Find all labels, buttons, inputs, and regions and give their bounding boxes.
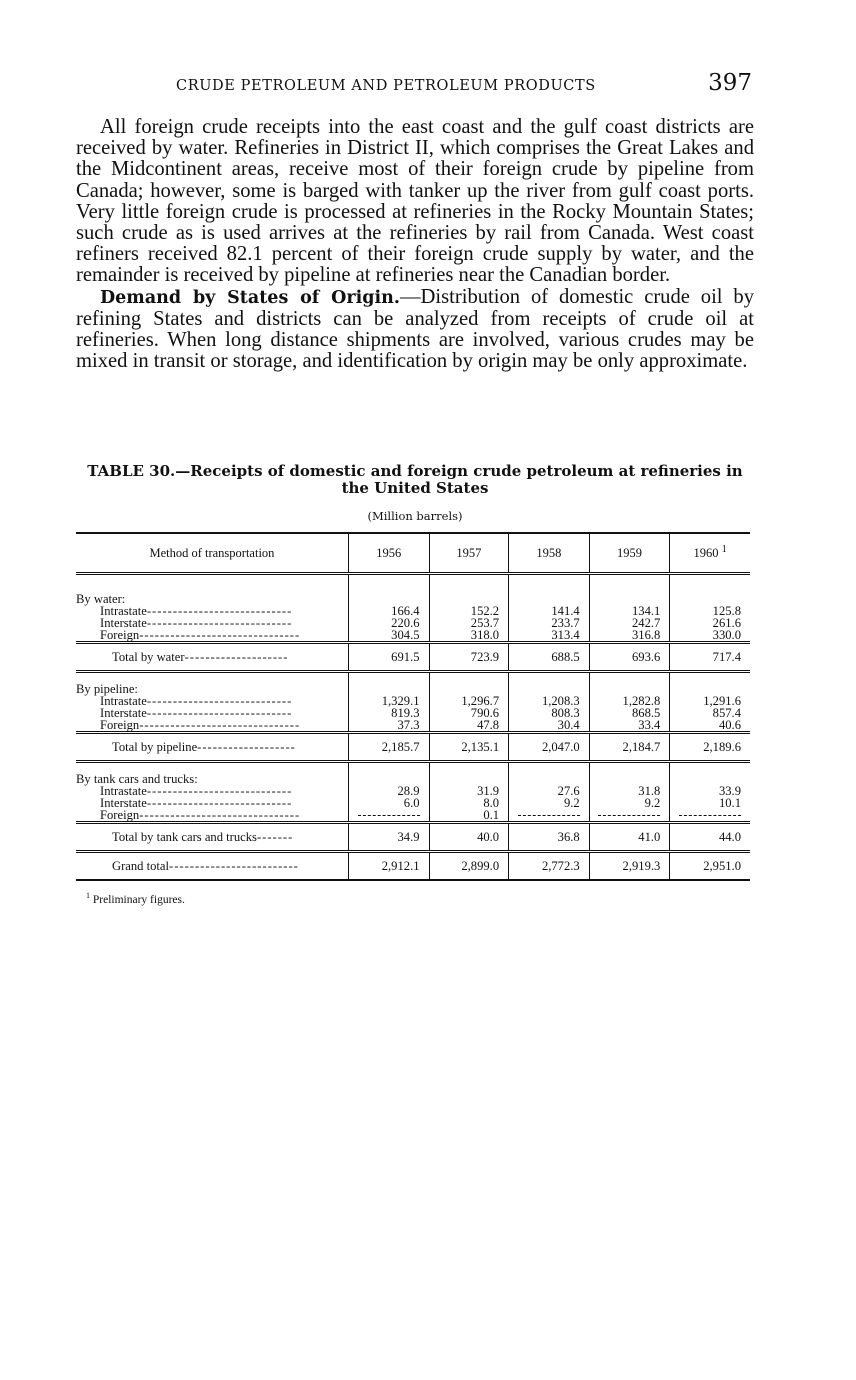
cell: 31.8 — [589, 785, 670, 797]
empty-cell — [509, 574, 590, 606]
cell: 2,189.6 — [670, 733, 750, 762]
cell: 27.6 — [509, 785, 590, 797]
cell: 6.0 — [348, 797, 429, 809]
cell: 9.2 — [589, 797, 670, 809]
empty-cell — [348, 672, 429, 696]
empty-cell — [589, 762, 670, 786]
group-label-pipeline — [76, 672, 348, 696]
cell: 44.0 — [670, 823, 750, 852]
leader-dots: ---------------------------- — [146, 784, 293, 798]
row-label-text: Total by tank cars and trucks — [112, 830, 257, 844]
empty-dash — [518, 815, 580, 816]
paragraph-2-heading: Demand by States of Origin. — [100, 287, 400, 308]
cell: 152.2 — [429, 605, 509, 617]
cell: 316.8 — [589, 629, 670, 643]
cell: 41.0 — [589, 823, 670, 852]
running-title: CRUDE PETROLEUM AND PETROLEUM PRODUCTS — [176, 78, 596, 94]
cell-empty-dash — [589, 809, 670, 823]
group-label-text: By water: — [76, 592, 126, 606]
row-label-text: Foreign — [100, 628, 140, 642]
leader-dots: ------------------------------- — [139, 718, 301, 732]
table-units: (Million barrels) — [367, 509, 463, 523]
table-caption — [76, 463, 754, 497]
table-row — [76, 629, 750, 643]
cell: 2,919.3 — [589, 852, 670, 881]
empty-dash — [358, 815, 420, 816]
cell: 304.5 — [348, 629, 429, 643]
empty-cell — [429, 762, 509, 786]
column-header-1960 — [670, 533, 750, 574]
page-header — [76, 70, 754, 100]
cell: 2,899.0 — [429, 852, 509, 881]
cell: 2,185.7 — [348, 733, 429, 762]
cell: 261.6 — [670, 617, 750, 629]
leader-dots: ---------------------------- — [146, 604, 293, 618]
cell: 9.2 — [509, 797, 590, 809]
table-caption-text: —Receipts of domestic and foreign crude petroleum at refineries in the United States — [175, 462, 743, 497]
cell: 28.9 — [348, 785, 429, 797]
cell: 1,208.3 — [509, 695, 590, 707]
row-label — [76, 643, 348, 672]
cell: 33.4 — [589, 719, 670, 733]
empty-dash — [679, 815, 741, 816]
row-label-text: Intrastate — [100, 694, 147, 708]
cell: 723.9 — [429, 643, 509, 672]
cell: 30.4 — [509, 719, 590, 733]
group-label-trucks — [76, 762, 348, 786]
row-label — [76, 823, 348, 852]
row-label-text: Interstate — [100, 706, 147, 720]
cell: 1,296.7 — [429, 695, 509, 707]
cell: 2,184.7 — [589, 733, 670, 762]
leader-dots: -------------------- — [184, 650, 289, 664]
empty-cell — [509, 672, 590, 696]
table-row — [76, 574, 750, 606]
empty-cell — [670, 574, 750, 606]
leader-dots: ------- — [256, 830, 294, 844]
cell: 47.8 — [429, 719, 509, 733]
cell: 34.9 — [348, 823, 429, 852]
cell: 166.4 — [348, 605, 429, 617]
cell: 134.1 — [589, 605, 670, 617]
group-label-text: By tank cars and trucks: — [76, 772, 198, 786]
cell: 220.6 — [348, 617, 429, 629]
empty-cell — [429, 672, 509, 696]
column-header-1958: 1958 — [509, 533, 590, 574]
cell: 1,282.8 — [589, 695, 670, 707]
cell: 31.9 — [429, 785, 509, 797]
row-label — [76, 733, 348, 762]
row-label-text: Total by water — [112, 650, 185, 664]
group-label-water — [76, 574, 348, 606]
cell: 8.0 — [429, 797, 509, 809]
cell: 808.3 — [509, 707, 590, 719]
cell: 37.3 — [348, 719, 429, 733]
cell: 717.4 — [670, 643, 750, 672]
row-label-text: Intrastate — [100, 784, 147, 798]
table-header-row — [76, 533, 750, 574]
empty-cell — [429, 574, 509, 606]
cell-empty-dash — [670, 809, 750, 823]
table-row-total — [76, 823, 750, 852]
row-label-text: Interstate — [100, 616, 147, 630]
column-header-1960-label: 1960 — [693, 546, 719, 561]
cell: 40.0 — [429, 823, 509, 852]
cell: 688.5 — [509, 643, 590, 672]
empty-cell — [670, 672, 750, 696]
footnote-text: Preliminary figures. — [92, 893, 185, 906]
row-label-text: Interstate — [100, 796, 147, 810]
cell: 1,291.6 — [670, 695, 750, 707]
leader-dots: ---------------------------- — [146, 694, 293, 708]
empty-cell — [589, 574, 670, 606]
table-row-total — [76, 733, 750, 762]
cell: 33.9 — [670, 785, 750, 797]
cell: 2,951.0 — [670, 852, 750, 881]
cell: 141.4 — [509, 605, 590, 617]
footnote — [86, 891, 185, 906]
footnote-ref: 1 — [721, 544, 727, 556]
table-row-grand-total — [76, 852, 750, 881]
column-header-1956: 1956 — [348, 533, 429, 574]
cell-empty-dash — [348, 809, 429, 823]
paragraph-2 — [76, 287, 754, 373]
row-label-text: Intrastate — [100, 604, 147, 618]
cell: 691.5 — [348, 643, 429, 672]
cell-empty-dash — [509, 809, 590, 823]
table-row — [76, 809, 750, 823]
column-header-method: Method of transportation — [76, 533, 348, 574]
cell: 2,772.3 — [509, 852, 590, 881]
row-label-text: Foreign — [100, 718, 140, 732]
leader-dots: ------------------------------- — [139, 808, 301, 822]
row-label-text: Total by pipeline — [112, 740, 198, 754]
body-text — [76, 117, 754, 372]
cell: 868.5 — [589, 707, 670, 719]
cell: 10.1 — [670, 797, 750, 809]
cell: 2,047.0 — [509, 733, 590, 762]
row-label — [76, 852, 348, 881]
paragraph-2-text: —Distribution of domestic crude oil by refining States and districts can be analyzed from receipts of crude oil at refineries. When long distance shipments are involved, various crudes may be mixed in transit or storage, and identification by origin may be only approximate. — [76, 285, 754, 373]
cell: 318.0 — [429, 629, 509, 643]
empty-dash — [598, 815, 660, 816]
row-label — [76, 809, 348, 823]
column-header-1957: 1957 — [429, 533, 509, 574]
column-header-1959: 1959 — [589, 533, 670, 574]
leader-dots: ------------------- — [197, 740, 296, 754]
cell: 233.7 — [509, 617, 590, 629]
table-row — [76, 672, 750, 696]
leader-dots: ---------------------------- — [146, 616, 293, 630]
cell: 40.6 — [670, 719, 750, 733]
row-label — [76, 719, 348, 733]
leader-dots: ---------------------------- — [146, 706, 293, 720]
cell: 253.7 — [429, 617, 509, 629]
page-number: 397 — [708, 70, 752, 96]
cell: 313.4 — [509, 629, 590, 643]
cell: 0.1 — [429, 809, 509, 823]
empty-cell — [670, 762, 750, 786]
table-row — [76, 762, 750, 786]
cell: 693.6 — [589, 643, 670, 672]
row-label — [76, 629, 348, 643]
cell: 857.4 — [670, 707, 750, 719]
paragraph-1: All foreign crude receipts into the east coast and the gulf coast districts are received by water. Refineries in District II, which comprises the Great Lakes and the Midcontinent areas, receive most of their foreign crude by pipeline from Canada; however, some is barged with tanker up the river from gulf coast ports. Very little foreign crude is processed at refineries in the Rocky Mountain States; such crude as is used arrives at the refineries by rail from Canada. West coast refiners received 82.1 percent of their foreign crude supply by water, and the remainder is received by pipeline at refineries near the Canadian border. — [76, 116, 754, 287]
empty-cell — [348, 574, 429, 606]
cell: 242.7 — [589, 617, 670, 629]
cell: 36.8 — [509, 823, 590, 852]
table-row-total — [76, 643, 750, 672]
cell: 2,912.1 — [348, 852, 429, 881]
table-caption-label: TABLE 30. — [87, 462, 176, 480]
cell: 330.0 — [670, 629, 750, 643]
row-label-text: Foreign — [100, 808, 140, 822]
leader-dots: ------------------------------- — [139, 628, 301, 642]
cell: 819.3 — [348, 707, 429, 719]
table-row — [76, 719, 750, 733]
cell: 790.6 — [429, 707, 509, 719]
empty-cell — [509, 762, 590, 786]
leader-dots: ------------------------- — [169, 859, 299, 873]
cell: 125.8 — [670, 605, 750, 617]
row-label-text: Grand total — [112, 859, 170, 873]
cell: 1,329.1 — [348, 695, 429, 707]
cell: 2,135.1 — [429, 733, 509, 762]
receipts-table — [76, 532, 750, 881]
empty-cell — [589, 672, 670, 696]
empty-cell — [348, 762, 429, 786]
leader-dots: ---------------------------- — [146, 796, 293, 810]
group-label-text: By pipeline: — [76, 682, 138, 696]
footnote-mark: 1 — [86, 891, 90, 900]
